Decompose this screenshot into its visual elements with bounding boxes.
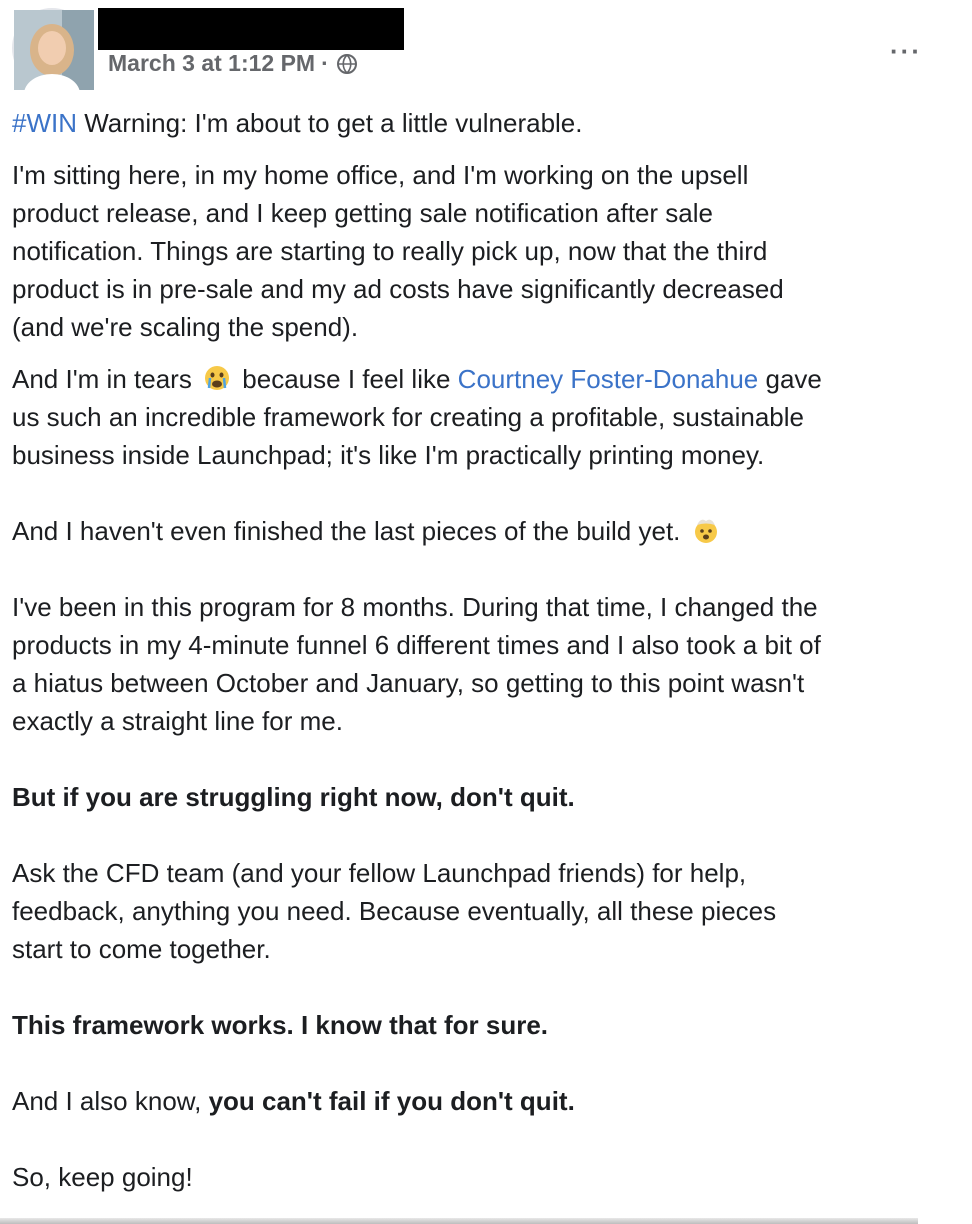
crying-face-emoji [203, 364, 231, 392]
paragraph-5 [12, 588, 972, 740]
paragraph-3-text: gave [758, 364, 822, 394]
paragraph-8 [12, 1006, 972, 1044]
mention-link[interactable]: Courtney Foster-Donahue [457, 364, 759, 394]
author-name-redacted [98, 8, 404, 50]
paragraph-7 [12, 854, 972, 968]
post-timestamp[interactable]: March 3 at 1:12 PM [108, 50, 316, 76]
paragraph-7-line: Ask the CFD team (and your fellow Launchpad friends) for help, [12, 858, 747, 888]
bottom-divider [0, 1218, 918, 1224]
paragraph-2-line: product release, and I keep getting sale notification after sale [12, 198, 713, 228]
globe-icon[interactable] [335, 52, 359, 76]
paragraph-10 [12, 1158, 972, 1196]
paragraph-7-line: feedback, anything you need. Because eventually, all these pieces [12, 896, 777, 926]
paragraph-5-line: exactly a straight line for me. [12, 706, 343, 736]
paragraph-8-text: This framework works. I know that for sure. [12, 1010, 549, 1040]
paragraph-4-text: And I haven't even finished the last pieces of the build yet. [12, 516, 681, 546]
paragraph-7-line: start to come together. [12, 934, 271, 964]
paragraph-5-line: I've been in this program for 8 months. During that time, I changed the [12, 592, 818, 622]
post-body [12, 104, 972, 1196]
hashtag-link[interactable]: #WIN [12, 108, 77, 138]
paragraph-3-line: business inside Launchpad; it's like I'm practically printing money. [12, 440, 765, 470]
paragraph-5-line: a hiatus between October and January, so getting to this point wasn't [12, 668, 805, 698]
paragraph-3-text: And I'm in tears [12, 364, 192, 394]
paragraph-3-line: us such an incredible framework for creating a profitable, sustainable [12, 402, 804, 432]
more-options-icon[interactable]: ··· [890, 36, 922, 66]
paragraph-2 [12, 156, 972, 346]
paragraph-6 [12, 778, 972, 816]
mind-blown-emoji [692, 516, 720, 544]
paragraph-2-line: (and we're scaling the spend). [12, 312, 359, 342]
paragraph-6-text: But if you are struggling right now, don't quit. [12, 782, 575, 812]
paragraph-9 [12, 1082, 972, 1120]
paragraph-5-line: products in my 4-minute funnel 6 different times and I also took a bit of [12, 630, 821, 660]
profile-photo [14, 10, 94, 90]
author-avatar[interactable] [12, 8, 92, 88]
paragraph-1 [12, 104, 972, 142]
paragraph-2-line: notification. Things are starting to really pick up, now that the third [12, 236, 768, 266]
paragraph-3-text: because I feel like [242, 364, 451, 394]
paragraph-9-bold: you can't fail if you don't quit. [208, 1086, 575, 1116]
paragraph-3 [12, 360, 972, 474]
meta-separator: · [321, 50, 329, 76]
paragraph-9-text: And I also know, [12, 1086, 209, 1116]
paragraph-10-text: So, keep going! [12, 1162, 193, 1192]
post-meta [108, 50, 359, 77]
paragraph-2-line: product is in pre-sale and my ad costs have significantly decreased [12, 274, 784, 304]
paragraph-1-text: Warning: I'm about to get a little vulnerable. [77, 108, 583, 138]
paragraph-4 [12, 512, 972, 550]
paragraph-2-line: I'm sitting here, in my home office, and I'm working on the upsell [12, 160, 749, 190]
